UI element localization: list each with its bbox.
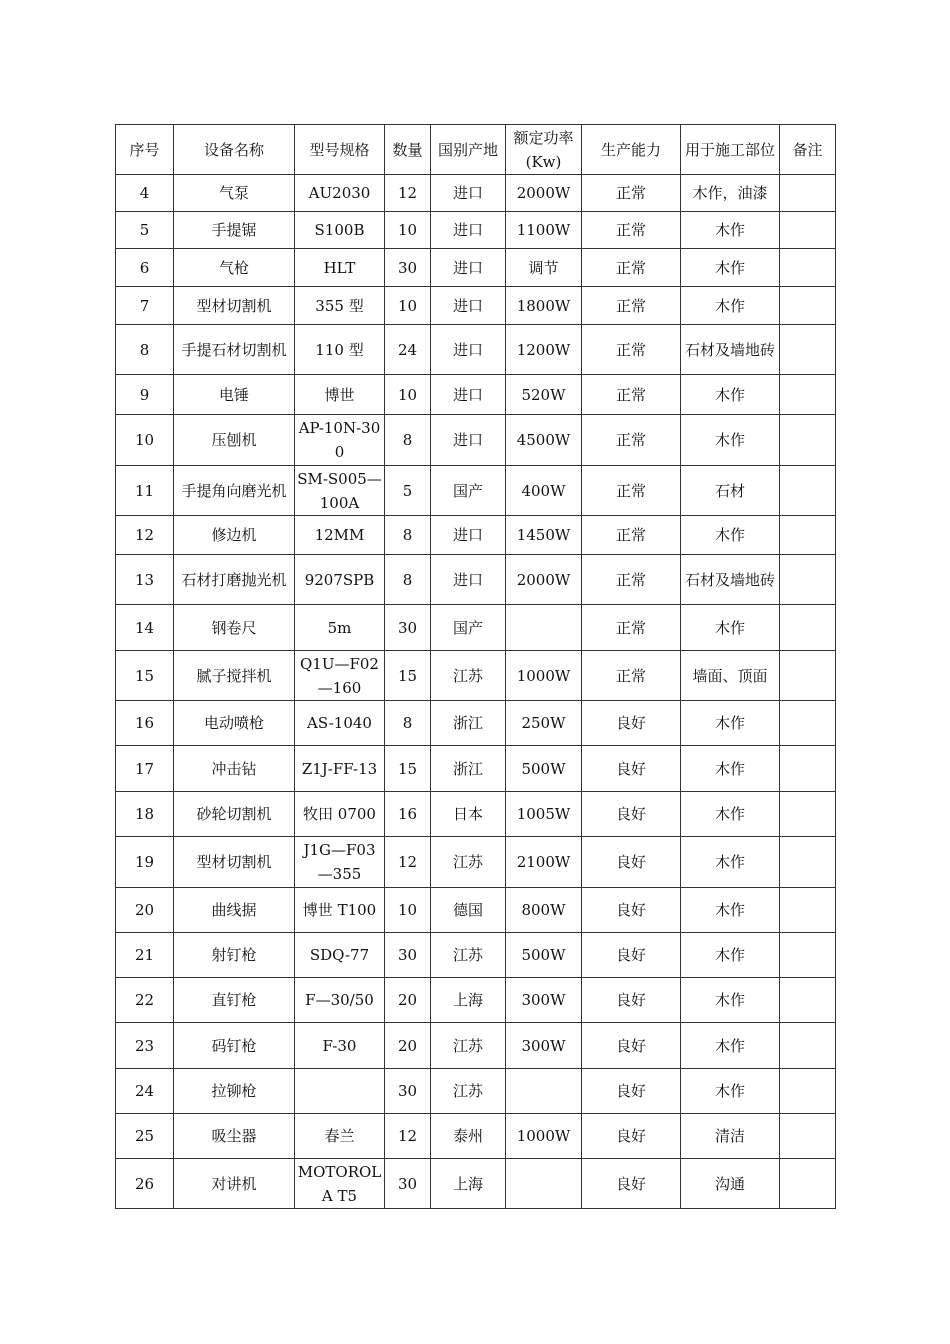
- cell-power: [506, 1159, 582, 1209]
- cell-model: Z1J-FF-13: [295, 746, 385, 792]
- cell-no: 13: [116, 555, 174, 605]
- cell-power: 500W: [506, 746, 582, 792]
- cell-note: [780, 1069, 836, 1114]
- cell-origin: 浙江: [431, 746, 506, 792]
- header-note: 备注: [780, 125, 836, 175]
- table-row: [116, 1159, 836, 1209]
- header-name: 设备名称: [174, 125, 295, 175]
- cell-name: 电锤: [174, 375, 295, 415]
- cell-model: S100B: [295, 212, 385, 249]
- cell-no: 23: [116, 1023, 174, 1069]
- header-no: 序号: [116, 125, 174, 175]
- cell-model: Q1U—F02—160: [295, 651, 385, 701]
- cell-power: 520W: [506, 375, 582, 415]
- cell-power: 1200W: [506, 325, 582, 375]
- cell-use: 木作: [681, 1023, 780, 1069]
- table-row: [116, 516, 836, 555]
- cell-qty: 10: [385, 375, 431, 415]
- cell-model: 12MM: [295, 516, 385, 555]
- cell-capacity: 正常: [582, 375, 681, 415]
- cell-capacity: 良好: [582, 746, 681, 792]
- cell-name: 曲线据: [174, 888, 295, 933]
- cell-capacity: 正常: [582, 466, 681, 516]
- table-row: [116, 249, 836, 287]
- table-row: [116, 415, 836, 466]
- cell-use: 石材及墙地砖: [681, 555, 780, 605]
- cell-name: 砂轮切割机: [174, 792, 295, 837]
- cell-origin: 江苏: [431, 933, 506, 978]
- cell-use: 木作: [681, 792, 780, 837]
- cell-note: [780, 978, 836, 1023]
- cell-use: 木作: [681, 701, 780, 746]
- cell-capacity: 正常: [582, 555, 681, 605]
- cell-use: 木作: [681, 249, 780, 287]
- cell-origin: 国产: [431, 605, 506, 651]
- cell-note: [780, 701, 836, 746]
- cell-model: 博世 T100: [295, 888, 385, 933]
- cell-origin: 江苏: [431, 651, 506, 701]
- header-use: 用于施工部位: [681, 125, 780, 175]
- cell-no: 16: [116, 701, 174, 746]
- cell-capacity: 良好: [582, 978, 681, 1023]
- cell-qty: 15: [385, 651, 431, 701]
- cell-name: 拉铆枪: [174, 1069, 295, 1114]
- cell-capacity: 正常: [582, 175, 681, 212]
- equipment-table: [115, 124, 836, 1209]
- cell-no: 11: [116, 466, 174, 516]
- cell-no: 6: [116, 249, 174, 287]
- cell-origin: 德国: [431, 888, 506, 933]
- cell-origin: 江苏: [431, 837, 506, 888]
- cell-use: 木作: [681, 415, 780, 466]
- cell-power: 500W: [506, 933, 582, 978]
- cell-model: HLT: [295, 249, 385, 287]
- cell-name: 型材切割机: [174, 287, 295, 325]
- cell-name: 冲击钻: [174, 746, 295, 792]
- cell-power: [506, 1069, 582, 1114]
- cell-origin: 江苏: [431, 1023, 506, 1069]
- cell-no: 9: [116, 375, 174, 415]
- cell-use: 木作: [681, 375, 780, 415]
- cell-capacity: 正常: [582, 605, 681, 651]
- cell-qty: 30: [385, 605, 431, 651]
- cell-qty: 30: [385, 933, 431, 978]
- table-row: [116, 1023, 836, 1069]
- cell-capacity: 正常: [582, 325, 681, 375]
- cell-qty: 10: [385, 888, 431, 933]
- cell-note: [780, 375, 836, 415]
- cell-qty: 10: [385, 212, 431, 249]
- table-row: [116, 175, 836, 212]
- cell-note: [780, 1114, 836, 1159]
- cell-use: 木作: [681, 837, 780, 888]
- cell-model: 5m: [295, 605, 385, 651]
- cell-qty: 30: [385, 1069, 431, 1114]
- table-row: [116, 1069, 836, 1114]
- cell-capacity: 正常: [582, 287, 681, 325]
- header-power: 额定功率(Kw): [506, 125, 582, 175]
- cell-qty: 8: [385, 555, 431, 605]
- cell-power: 1100W: [506, 212, 582, 249]
- cell-origin: 进口: [431, 249, 506, 287]
- cell-note: [780, 212, 836, 249]
- cell-note: [780, 415, 836, 466]
- cell-no: 7: [116, 287, 174, 325]
- cell-qty: 8: [385, 415, 431, 466]
- cell-use: 木作: [681, 888, 780, 933]
- cell-power: 1000W: [506, 1114, 582, 1159]
- cell-power: 1450W: [506, 516, 582, 555]
- table-row: [116, 1114, 836, 1159]
- cell-name: 腻子搅拌机: [174, 651, 295, 701]
- cell-use: 木作: [681, 746, 780, 792]
- cell-use: 木作: [681, 1069, 780, 1114]
- cell-capacity: 正常: [582, 212, 681, 249]
- header-origin: 国别产地: [431, 125, 506, 175]
- cell-name: 码钉枪: [174, 1023, 295, 1069]
- cell-use: 木作，油漆: [681, 175, 780, 212]
- cell-no: 20: [116, 888, 174, 933]
- cell-capacity: 良好: [582, 1114, 681, 1159]
- table-row: [116, 978, 836, 1023]
- cell-qty: 20: [385, 978, 431, 1023]
- cell-power: 400W: [506, 466, 582, 516]
- cell-no: 4: [116, 175, 174, 212]
- cell-note: [780, 516, 836, 555]
- table-row: [116, 651, 836, 701]
- cell-power: [506, 605, 582, 651]
- cell-model: AP-10N-300: [295, 415, 385, 466]
- cell-origin: 进口: [431, 555, 506, 605]
- cell-model: SM-S005—100A: [295, 466, 385, 516]
- cell-power: 2000W: [506, 175, 582, 212]
- cell-model: F—30/50: [295, 978, 385, 1023]
- cell-use: 木作: [681, 605, 780, 651]
- cell-origin: 进口: [431, 212, 506, 249]
- cell-no: 19: [116, 837, 174, 888]
- cell-capacity: 良好: [582, 1159, 681, 1209]
- cell-name: 对讲机: [174, 1159, 295, 1209]
- cell-origin: 进口: [431, 516, 506, 555]
- cell-no: 18: [116, 792, 174, 837]
- cell-use: 木作: [681, 978, 780, 1023]
- cell-use: 墙面、顶面: [681, 651, 780, 701]
- cell-origin: 上海: [431, 978, 506, 1023]
- cell-origin: 浙江: [431, 701, 506, 746]
- table-row: [116, 933, 836, 978]
- cell-no: 12: [116, 516, 174, 555]
- cell-no: 14: [116, 605, 174, 651]
- cell-model: 9207SPB: [295, 555, 385, 605]
- cell-qty: 12: [385, 837, 431, 888]
- cell-origin: 进口: [431, 287, 506, 325]
- cell-capacity: 良好: [582, 933, 681, 978]
- cell-origin: 进口: [431, 415, 506, 466]
- cell-use: 木作: [681, 933, 780, 978]
- cell-use: 木作: [681, 212, 780, 249]
- cell-qty: 30: [385, 1159, 431, 1209]
- table-row: [116, 555, 836, 605]
- cell-note: [780, 287, 836, 325]
- cell-power: 1005W: [506, 792, 582, 837]
- cell-model: 博世: [295, 375, 385, 415]
- cell-use: 木作: [681, 516, 780, 555]
- cell-name: 气枪: [174, 249, 295, 287]
- cell-model: AS-1040: [295, 701, 385, 746]
- cell-capacity: 良好: [582, 837, 681, 888]
- cell-qty: 24: [385, 325, 431, 375]
- cell-origin: 进口: [431, 375, 506, 415]
- table-row: [116, 837, 836, 888]
- table-row: [116, 701, 836, 746]
- table-row: [116, 325, 836, 375]
- cell-name: 压刨机: [174, 415, 295, 466]
- cell-power: 2100W: [506, 837, 582, 888]
- cell-power: 300W: [506, 1023, 582, 1069]
- cell-no: 17: [116, 746, 174, 792]
- cell-model: 牧田 0700: [295, 792, 385, 837]
- cell-name: 手提锯: [174, 212, 295, 249]
- header-row: [116, 125, 836, 175]
- cell-capacity: 良好: [582, 888, 681, 933]
- cell-power: 4500W: [506, 415, 582, 466]
- cell-note: [780, 175, 836, 212]
- cell-model: 355 型: [295, 287, 385, 325]
- cell-note: [780, 1159, 836, 1209]
- cell-origin: 上海: [431, 1159, 506, 1209]
- cell-power: 调节: [506, 249, 582, 287]
- cell-capacity: 正常: [582, 516, 681, 555]
- table-row: [116, 212, 836, 249]
- cell-name: 石材打磨抛光机: [174, 555, 295, 605]
- cell-power: 1000W: [506, 651, 582, 701]
- cell-name: 修边机: [174, 516, 295, 555]
- header-model: 型号规格: [295, 125, 385, 175]
- cell-note: [780, 605, 836, 651]
- cell-qty: 15: [385, 746, 431, 792]
- cell-model: [295, 1069, 385, 1114]
- cell-note: [780, 792, 836, 837]
- cell-origin: 进口: [431, 175, 506, 212]
- cell-qty: 20: [385, 1023, 431, 1069]
- table-row: [116, 605, 836, 651]
- cell-note: [780, 888, 836, 933]
- cell-use: 石材: [681, 466, 780, 516]
- cell-capacity: 正常: [582, 249, 681, 287]
- cell-qty: 12: [385, 1114, 431, 1159]
- cell-model: J1G—F03—355: [295, 837, 385, 888]
- cell-qty: 10: [385, 287, 431, 325]
- cell-origin: 日本: [431, 792, 506, 837]
- cell-no: 5: [116, 212, 174, 249]
- cell-capacity: 正常: [582, 415, 681, 466]
- cell-model: AU2030: [295, 175, 385, 212]
- cell-name: 手提石材切割机: [174, 325, 295, 375]
- cell-use: 沟通: [681, 1159, 780, 1209]
- cell-no: 8: [116, 325, 174, 375]
- cell-model: 110 型: [295, 325, 385, 375]
- cell-model: MOTOROLA T5: [295, 1159, 385, 1209]
- cell-note: [780, 466, 836, 516]
- cell-model: SDQ-77: [295, 933, 385, 978]
- cell-model: F-30: [295, 1023, 385, 1069]
- cell-note: [780, 933, 836, 978]
- cell-origin: 进口: [431, 325, 506, 375]
- cell-note: [780, 249, 836, 287]
- cell-origin: 国产: [431, 466, 506, 516]
- cell-name: 钢卷尺: [174, 605, 295, 651]
- table-row: [116, 287, 836, 325]
- cell-use: 清洁: [681, 1114, 780, 1159]
- cell-name: 直钉枪: [174, 978, 295, 1023]
- cell-name: 电动喷枪: [174, 701, 295, 746]
- cell-power: 300W: [506, 978, 582, 1023]
- cell-name: 型材切割机: [174, 837, 295, 888]
- cell-qty: 5: [385, 466, 431, 516]
- cell-qty: 30: [385, 249, 431, 287]
- cell-qty: 12: [385, 175, 431, 212]
- cell-name: 射钉枪: [174, 933, 295, 978]
- table-row: [116, 888, 836, 933]
- cell-no: 21: [116, 933, 174, 978]
- header-capacity: 生产能力: [582, 125, 681, 175]
- cell-note: [780, 325, 836, 375]
- cell-model: 春兰: [295, 1114, 385, 1159]
- cell-qty: 8: [385, 701, 431, 746]
- cell-no: 10: [116, 415, 174, 466]
- cell-capacity: 正常: [582, 651, 681, 701]
- table-row: [116, 466, 836, 516]
- cell-qty: 16: [385, 792, 431, 837]
- cell-capacity: 良好: [582, 792, 681, 837]
- cell-capacity: 良好: [582, 1069, 681, 1114]
- cell-capacity: 良好: [582, 701, 681, 746]
- cell-no: 25: [116, 1114, 174, 1159]
- table-row: [116, 746, 836, 792]
- cell-power: 250W: [506, 701, 582, 746]
- cell-note: [780, 746, 836, 792]
- table-row: [116, 375, 836, 415]
- cell-power: 2000W: [506, 555, 582, 605]
- cell-qty: 8: [385, 516, 431, 555]
- cell-note: [780, 1023, 836, 1069]
- cell-no: 26: [116, 1159, 174, 1209]
- cell-no: 15: [116, 651, 174, 701]
- cell-use: 木作: [681, 287, 780, 325]
- cell-note: [780, 651, 836, 701]
- cell-origin: 泰州: [431, 1114, 506, 1159]
- cell-no: 22: [116, 978, 174, 1023]
- cell-note: [780, 555, 836, 605]
- table-row: [116, 792, 836, 837]
- cell-capacity: 良好: [582, 1023, 681, 1069]
- header-qty: 数量: [385, 125, 431, 175]
- cell-name: 手提角向磨光机: [174, 466, 295, 516]
- cell-name: 气泵: [174, 175, 295, 212]
- cell-power: 800W: [506, 888, 582, 933]
- cell-power: 1800W: [506, 287, 582, 325]
- cell-no: 24: [116, 1069, 174, 1114]
- cell-use: 石材及墙地砖: [681, 325, 780, 375]
- cell-note: [780, 837, 836, 888]
- cell-name: 吸尘器: [174, 1114, 295, 1159]
- cell-origin: 江苏: [431, 1069, 506, 1114]
